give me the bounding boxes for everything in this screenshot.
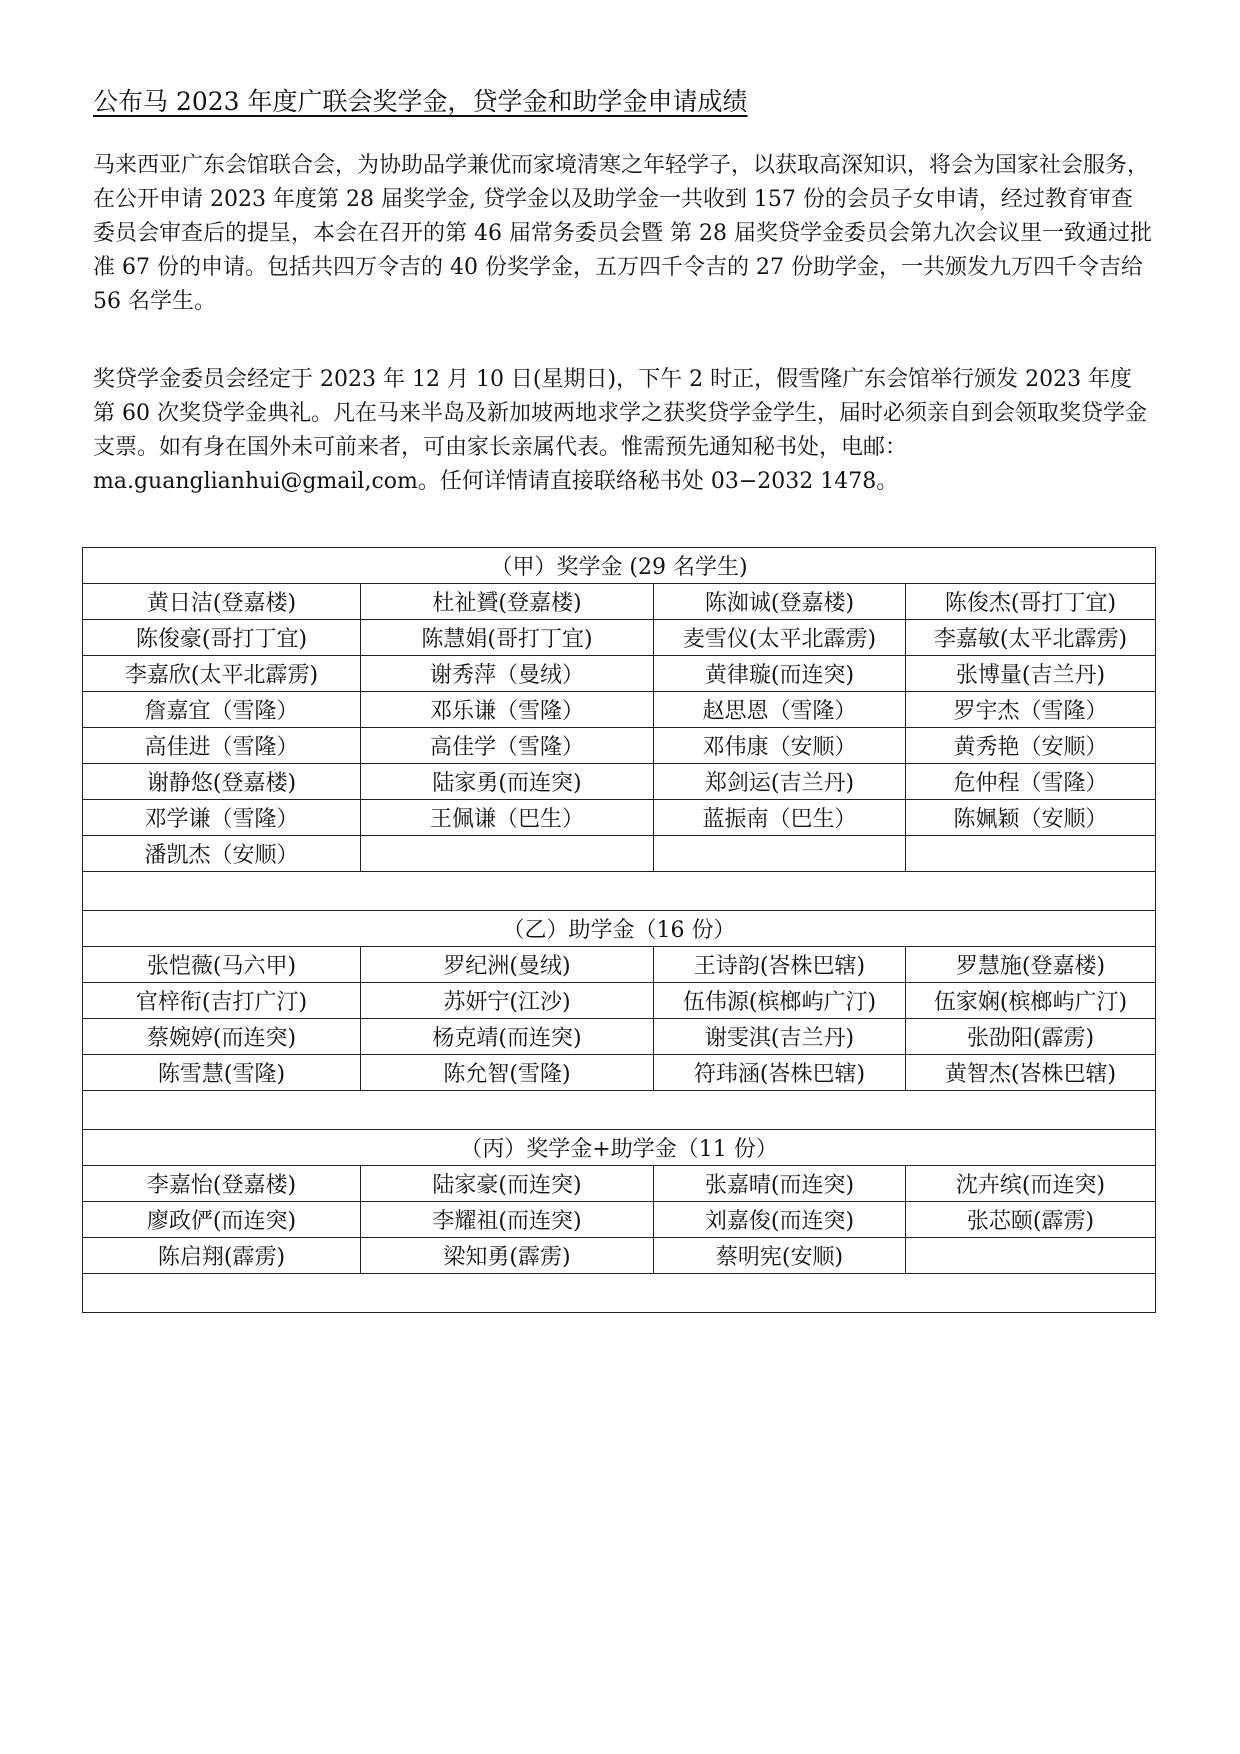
student-cell: 詹嘉宜（雪隆）	[83, 692, 361, 728]
table-row	[83, 692, 1156, 728]
student-cell: 黄秀艳（安顺）	[906, 728, 1156, 764]
student-cell: 赵思恩（雪隆）	[654, 692, 906, 728]
student-cell: 李嘉敏(太平北霹雳)	[906, 620, 1156, 656]
student-cell: 黄日洁(登嘉楼)	[83, 584, 361, 620]
student-cell: 廖政俨(而连突)	[83, 1202, 361, 1238]
student-cell: 符玮涵(峇株巴辖)	[654, 1055, 906, 1091]
table-row	[83, 1166, 1156, 1202]
student-cell: 梁知勇(霹雳)	[361, 1238, 654, 1274]
student-cell: 陈俊杰(哥打丁宜)	[906, 584, 1156, 620]
student-cell: 杜祉贇(登嘉楼)	[361, 584, 654, 620]
spacer-cell	[83, 872, 1156, 911]
table-row	[83, 620, 1156, 656]
student-cell: 张恺薇(马六甲)	[83, 947, 361, 983]
student-cell: 高佳学（雪隆）	[361, 728, 654, 764]
student-cell: 陆家豪(而连突)	[361, 1166, 654, 1202]
student-cell: 邓乐谦（雪隆）	[361, 692, 654, 728]
student-cell: 邓学谦（雪隆）	[83, 800, 361, 836]
student-cell: 苏妍宁(江沙)	[361, 983, 654, 1019]
section-heading: （甲）奖学金 (29 名学生)	[83, 548, 1156, 584]
student-cell: 李嘉怡(登嘉楼)	[83, 1166, 361, 1202]
student-cell: 杨克靖(而连突)	[361, 1019, 654, 1055]
student-cell: 陆家勇(而连突)	[361, 764, 654, 800]
results-table-body	[83, 548, 1156, 1313]
student-cell	[654, 836, 906, 872]
student-cell: 王诗韵(峇株巴辖)	[654, 947, 906, 983]
spacer-cell	[83, 1274, 1156, 1313]
student-cell	[906, 1238, 1156, 1274]
student-cell: 陈启翔(霹雳)	[83, 1238, 361, 1274]
table-row	[83, 1202, 1156, 1238]
student-cell: 伍家娴(槟榔屿广汀)	[906, 983, 1156, 1019]
student-cell: 陈姵颖（安顺）	[906, 800, 1156, 836]
section-heading: （乙）助学金（16 份）	[83, 911, 1156, 947]
student-cell: 危仲程（雪隆）	[906, 764, 1156, 800]
spacer-row	[83, 1274, 1156, 1313]
student-cell: 张嘉晴(而连突)	[654, 1166, 906, 1202]
student-cell: 李耀祖(而连突)	[361, 1202, 654, 1238]
table-row	[83, 1019, 1156, 1055]
spacer-row	[83, 872, 1156, 911]
student-cell: 蓝振南（巴生）	[654, 800, 906, 836]
table-row	[83, 1055, 1156, 1091]
student-cell: 黄律璇(而连突)	[654, 656, 906, 692]
student-cell: 陈允智(雪隆)	[361, 1055, 654, 1091]
spacer-row	[83, 1091, 1156, 1130]
student-cell: 罗纪洲(曼绒)	[361, 947, 654, 983]
table-row	[83, 983, 1156, 1019]
student-cell: 陈俊豪(哥打丁宜)	[83, 620, 361, 656]
results-table	[82, 547, 1156, 1313]
table-row	[83, 764, 1156, 800]
student-cell: 谢静悠(登嘉楼)	[83, 764, 361, 800]
student-cell: 陈雪慧(雪隆)	[83, 1055, 361, 1091]
student-cell: 罗慧施(登嘉楼)	[906, 947, 1156, 983]
student-cell	[361, 836, 654, 872]
table-row	[83, 836, 1156, 872]
ceremony-paragraph: 奖贷学金委员会经定于 2023 年 12 月 10 日(星期日)，下午 2 时正，假雪隆广东会馆举行颁发 2023 年度第 60 次奖贷学金典礼。凡在马来半岛及新加坡两地求学之获奖贷学金学生，届时必须亲自到会领取奖贷学金支票。如有身在国外未可前来者，可由家长亲属代表。惟需预先通知秘书处，电邮：ma.guanglianhui@gmail,com。任何详情请直接联络秘书处 03−2032 1478。	[93, 367, 1147, 494]
section-heading: （丙）奖学金+助学金（11 份）	[83, 1130, 1156, 1166]
table-row	[83, 584, 1156, 620]
student-cell: 潘凯杰（安顺）	[83, 836, 361, 872]
student-cell: 罗宇杰（雪隆）	[906, 692, 1156, 728]
table-row	[83, 947, 1156, 983]
student-cell: 张劭阳(霹雳)	[906, 1019, 1156, 1055]
student-cell: 陈洳诚(登嘉楼)	[654, 584, 906, 620]
student-cell: 沈卉缤(而连突)	[906, 1166, 1156, 1202]
student-cell: 张博量(吉兰丹)	[906, 656, 1156, 692]
intro-paragraph: 马来西亚广东会馆联合会，为协助品学兼优而家境清寒之年轻学子，以获取高深知识，将会为国家社会服务，在公开申请 2023 年度第 28 届奖学金, 贷学金以及助学金一共收到 157 份的会员子女申请，经过教育审查委员会审查后的提呈，本会在召开的第 46 届常务委员会暨 第 28 届奖贷学金委员会第九次会议里一致通过批准 67 份的申请。包括共四万令吉的 40 份奖学金，五万四千令吉的 27 份助学金，一共颁发九万四千令吉给 56 名学生。	[93, 153, 1152, 314]
student-cell: 伍伟源(槟榔屿广汀)	[654, 983, 906, 1019]
student-cell: 邓伟康（安顺）	[654, 728, 906, 764]
student-cell: 麦雪仪(太平北霹雳)	[654, 620, 906, 656]
student-cell: 陈慧娟(哥打丁宜)	[361, 620, 654, 656]
table-row	[83, 1238, 1156, 1274]
student-cell	[906, 836, 1156, 872]
section-heading-row	[83, 548, 1156, 584]
student-cell: 王佩谦（巴生）	[361, 800, 654, 836]
student-cell: 蔡明宪(安顺)	[654, 1238, 906, 1274]
student-cell: 高佳进（雪隆）	[83, 728, 361, 764]
student-cell: 黄智杰(峇株巴辖)	[906, 1055, 1156, 1091]
student-cell: 郑剑运(吉兰丹)	[654, 764, 906, 800]
table-row	[83, 728, 1156, 764]
section-heading-row	[83, 1130, 1156, 1166]
section-heading-row	[83, 911, 1156, 947]
student-cell: 蔡婉婷(而连突)	[83, 1019, 361, 1055]
page-title: 公布马 2023 年度广联会奖学金，贷学金和助学金申请成绩	[93, 87, 748, 116]
student-cell: 李嘉欣(太平北霹雳)	[83, 656, 361, 692]
table-row	[83, 656, 1156, 692]
student-cell: 官梓衔(吉打广汀)	[83, 983, 361, 1019]
student-cell: 张芯颐(霹雳)	[906, 1202, 1156, 1238]
table-row	[83, 800, 1156, 836]
spacer-cell	[83, 1091, 1156, 1130]
student-cell: 刘嘉俊(而连突)	[654, 1202, 906, 1238]
student-cell: 谢秀萍（曼绒）	[361, 656, 654, 692]
student-cell: 谢雯淇(吉兰丹)	[654, 1019, 906, 1055]
